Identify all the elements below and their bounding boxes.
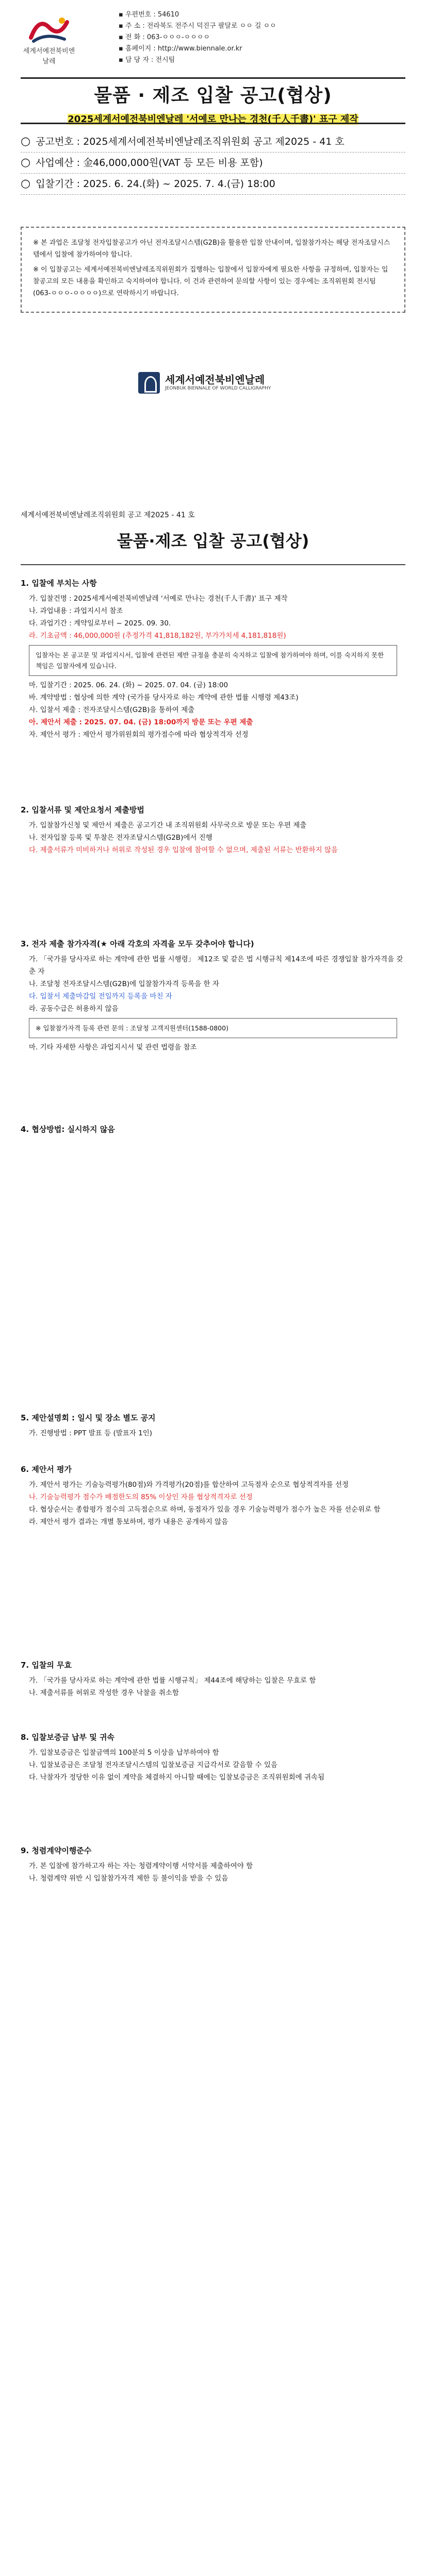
title-block [21, 81, 405, 127]
biennale-logo [21, 14, 77, 66]
notice-box: 입찰자는 본 공고문 및 과업지시서, 입찰에 관련된 제반 규정을 충분히 숙지하고 입찰에 참가하여야 하며, 이를 숙지하지 못한 책임은 입찰자에게 있습니다. [29, 645, 397, 676]
main-title: 물품 · 제조 입찰 공고(협상) [94, 85, 332, 106]
section-line: 나. 제출서류를 허위로 작성한 경우 낙찰을 취소함 [29, 1689, 179, 1697]
contact-info [119, 9, 276, 66]
section-heading: 8. 입찰보증금 납부 및 귀속 [21, 1733, 114, 1742]
section-9 [21, 1844, 405, 1885]
section-line: 아. 제안서 제출 : 2025. 07. 04. (금) 18:00까지 방문 또는 우편 제출 [29, 718, 253, 726]
section-line: 가. 「국가를 당사자로 하는 계약에 관한 법률 시행령」 제12조 및 같은 법 시행규칙 제14조에 따른 경쟁입찰 참가자격을 갖춘 자 [29, 955, 403, 976]
section-heading: 5. 제안설명회 : 일시 및 장소 별도 공지 [21, 1413, 156, 1422]
notice-number: 세계서예전북비엔날레조직위원회 공고 제2025 - 41 호 [21, 511, 195, 519]
organization-name: 세계서예전북비엔날레 [165, 374, 265, 386]
section-line: 다. 입찰서 제출마감일 전일까지 등록을 마친 자 [29, 992, 172, 1001]
brush-emblem-icon [26, 14, 72, 45]
section-heading: 4. 협상방법: 실시하지 않음 [21, 1125, 115, 1134]
document-title-divider [21, 564, 405, 565]
info-line: ▪ 담 당 자 : 전시팀 [119, 55, 276, 66]
section-line: 나. 기술능력평가 점수가 배점한도의 85% 이상인 자를 협상적격자로 선정 [29, 1493, 253, 1501]
organization-logo [138, 371, 288, 395]
section-line: 다. 낙찰자가 정당한 이유 없이 계약을 체결하지 아니할 때에는 입찰보증금은 조직위원회에 귀속됨 [29, 1773, 325, 1782]
info-line: ▪ 홈페이지 : http://www.biennale.or.kr [119, 43, 276, 55]
section-line: 나. 입찰보증금은 조달청 전자조달시스템의 입찰보증금 지급각서로 갈음할 수 있음 [29, 1761, 278, 1769]
section-line: 가. 입찰참가신청 및 제안서 제출은 공고기간 내 조직위원회 사무국으로 방문 또는 우편 제출 [29, 821, 307, 829]
section-4 [21, 1123, 405, 1139]
section-line: 사. 입찰서 제출 : 전자조달시스템(G2B)을 통하여 제출 [29, 706, 195, 714]
section-heading: 1. 입찰에 부치는 사항 [21, 579, 97, 588]
section-line: 다. 제출서류가 미비하거나 허위로 작성된 경우 입찰에 참여할 수 없으며, 제출된 서류는 반환하지 않음 [29, 846, 338, 854]
section-line: 라. 제안서 평가 결과는 개별 통보하며, 평가 내용은 공개하지 않음 [29, 1518, 228, 1526]
summary-row: ○ 사업예산 : 金46,000,000원(VAT 등 모든 비용 포함) [21, 152, 405, 174]
circle-bullet-icon: ○ [21, 177, 31, 190]
summary-list [21, 131, 405, 195]
notice-box: ※ 입찰참가자격 등록 관련 문의 : 조달청 고객지원센터(1588-0800) [29, 1018, 397, 1038]
section-heading: 3. 전자 제출 참가자격(★ 아래 각호의 자격을 모두 갖추어야 합니다) [21, 939, 254, 948]
section-line: 가. 본 입찰에 참가하고자 하는 자는 청렴계약이행 서약서를 제출하여야 함 [29, 1862, 253, 1870]
section-7 [21, 1659, 405, 1699]
section-line: 다. 협상순서는 종합평가 점수의 고득점순으로 하며, 동점자가 있을 경우 기술능력평가 점수가 높은 자를 선순위로 함 [29, 1505, 381, 1514]
section-line: 자. 제안서 평가 : 제안서 평가위원회의 평가점수에 따라 협상적격자 선정 [29, 731, 249, 739]
summary-row: ○ 공고번호 : 2025세계서예전북비엔날레조직위원회 공고 제2025 - 41 호 [21, 131, 405, 152]
section-line: 마. 입찰기간 : 2025. 06. 24. (화) ~ 2025. 07. 04. (금) 18:00 [29, 681, 228, 689]
section-3 [21, 938, 405, 1054]
section-heading: 7. 입찰의 무효 [21, 1660, 72, 1670]
section-line: 가. 입찰보증금은 입찰금액의 100분의 5 이상을 납부하여야 함 [29, 1749, 219, 1757]
title-divider [21, 123, 405, 124]
section-line: 가. 입찰건명 : 2025세계서예전북비엔날레 '서예로 만나는 경천(千人千書)' 표구 제작 [29, 595, 288, 603]
section-line: 마. 기타 자세한 사항은 과업지시서 및 관련 법령을 참조 [29, 1043, 197, 1052]
organization-name-en: JEONBUK BIENNALE OF WORLD CALLIGRAPHY [165, 386, 271, 391]
sub-title: 2025세계서예전북비엔날레 '서예로 만나는 경천(千人千書)' 표구 제작 [68, 113, 358, 125]
section-2 [21, 804, 405, 856]
header-divider [21, 77, 405, 79]
organization-mark-icon [138, 372, 160, 394]
section-line: 가. 제안서 평가는 기술능력평가(80점)와 가격평가(20점)를 합산하여 고득점자 순으로 협상적격자를 선정 [29, 1481, 349, 1489]
section-line: 다. 과업기간 : 계약일로부터 ~ 2025. 09. 30. [29, 619, 171, 628]
logo-wordmark: 세계서예전북비엔날레 [23, 47, 75, 66]
section-heading: 2. 입찰서류 및 제안요청서 제출방법 [21, 805, 144, 815]
section-line: 라. 공동수급은 허용하지 않음 [29, 1005, 119, 1013]
section-8 [21, 1731, 405, 1784]
section-5 [21, 1412, 405, 1439]
section-line: 나. 전자입찰 등록 및 투찰은 전자조달시스템(G2B)에서 진행 [29, 834, 212, 842]
notes-box [21, 227, 405, 313]
circle-bullet-icon: ○ [21, 135, 31, 148]
section-6 [21, 1463, 405, 1528]
letterhead [0, 0, 426, 76]
section-line: 나. 과업내용 : 과업지시서 참조 [29, 607, 123, 615]
section-line: 가. 「국가를 당사자로 하는 계약에 관한 법률 시행규칙」 제44조에 해당하는 입찰은 무효로 함 [29, 1676, 316, 1685]
note: ※ 이 입찰공고는 세계서예전북비엔날레조직위원회가 집행하는 입찰에서 입찰자에게 필요한 사항을 규정하며, 입찰자는 입찰공고의 모든 내용을 확인하고 숙지하여야 합니다. 이 건과 관련하여 문의할 사항이 있는 경우에는 조직위원회 전시팀(063-ㅇㅇㅇ-ㅇㅇㅇㅇ)으로 연락하시기 바랍니다. [33, 264, 393, 299]
section-heading: 9. 청렴계약이행준수 [21, 1846, 92, 1855]
section-1 [21, 577, 405, 741]
section-line: 나. 조달청 전자조달시스템(G2B)에 입찰참가자격 등록을 한 자 [29, 980, 219, 988]
section-line: 바. 계약방법 : 협상에 의한 계약 (국가를 당사자로 하는 계약에 관한 법률 시행령 제43조) [29, 693, 299, 702]
section-line: 라. 기초금액 : 46,000,000원 (추정가격 41,818,182원, 부가가치세 4,181,818원) [29, 632, 286, 640]
note: ※ 본 과업은 조달청 전자입찰공고가 아닌 전자조달시스템(G2B)을 활용한 입찰 안내이며, 입찰참가자는 해당 전자조달시스템에서 입찰에 참가하여야 합니다. [33, 237, 393, 261]
info-line: ▪ 주 소 : 전라북도 전주시 덕진구 팔달로 ㅇㅇ 길 ㅇㅇ [119, 21, 276, 32]
info-line: ▪ 전 화 : 063-ㅇㅇㅇ-ㅇㅇㅇㅇ [119, 32, 276, 43]
section-line: 가. 진행방법 : PPT 발표 등 (발표자 1인) [29, 1429, 153, 1437]
document-title: 물품·제조 입찰 공고(협상) [117, 531, 309, 551]
section-line: 나. 청렴계약 위반 시 입찰참가자격 제한 등 불이익을 받을 수 있음 [29, 1874, 228, 1883]
section-heading: 6. 제안서 평가 [21, 1465, 72, 1474]
circle-bullet-icon: ○ [21, 156, 31, 169]
summary-row: ○ 입찰기간 : 2025. 6. 24.(화) ~ 2025. 7. 4.(금) 18:00 [21, 174, 405, 195]
info-line: ▪ 우편번호 : 54610 [119, 9, 276, 21]
